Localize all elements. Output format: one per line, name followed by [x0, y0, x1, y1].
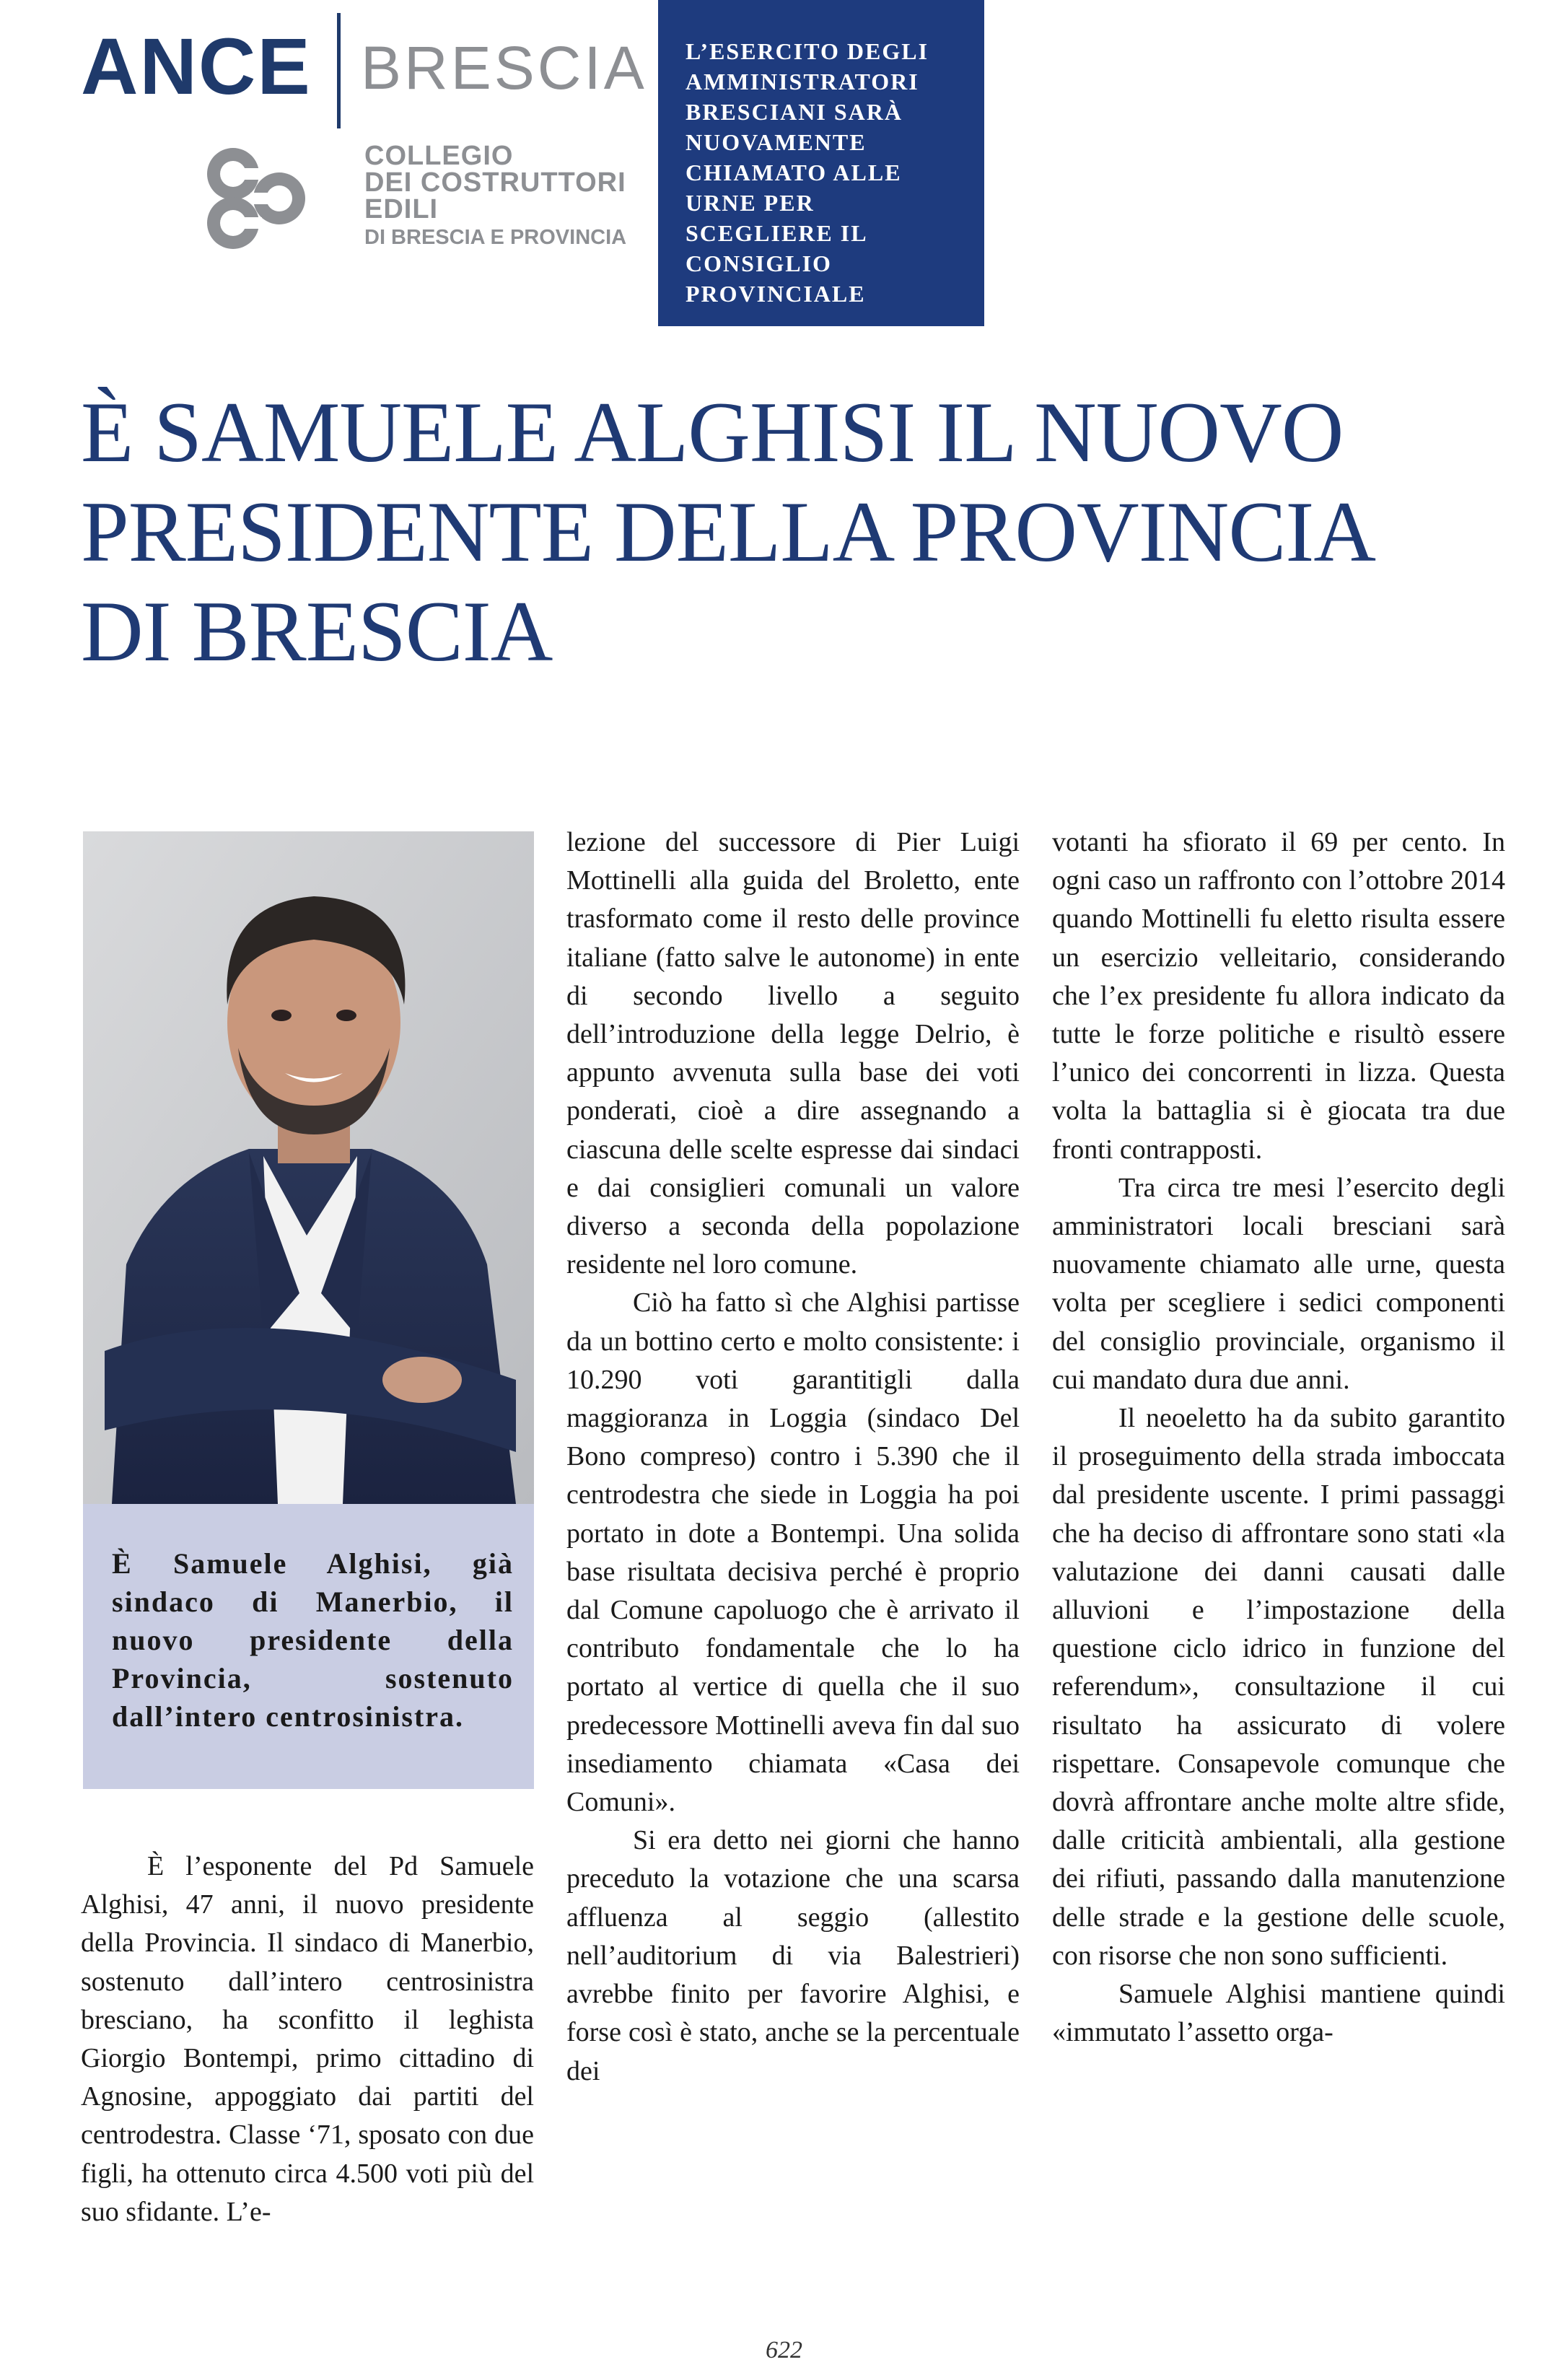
article-column-2 [566, 823, 1020, 2091]
college-line-1: COLLEGIO [364, 141, 514, 171]
article-column-1 [81, 1847, 534, 2231]
article-column-3 [1052, 823, 1505, 2052]
page-number: 622 [766, 2337, 802, 2363]
college-line-2: DEI COSTRUTTORI [364, 167, 626, 198]
paragraph: Si era detto nei giorni che hanno preceduto la votazione che una scarsa affluenza al seggio (allestito nell’auditorium di via Balestrieri) avrebbe finito per favorire Alghisi, e forse così è stato, anche se la percentuale dei [566, 1825, 1020, 2086]
photo-caption-box [83, 1504, 534, 1789]
paragraph: Ciò ha fatto sì che Alghisi partisse da un bottino certo e molto consistente: i 10.290 voti garantitigli dalla maggioranza in Loggia (sindaco Del Bono compreso) contro i 5.390 che il centrodestra che siede in Loggia ha poi portato in dote a Bontempi. Una solida base risultata decisiva perché è proprio dal Comune capoluogo che è arrivato il contributo fondamentale che lo ha portato al vertice di quella che il suo predecessore Mottinelli aveva fin dal suo insediamento chiamata «Casa dei Comuni». [566, 1287, 1020, 1818]
photo-caption: È Samuele Alghisi, già sindaco di Manerbio, il nuovo presidente della Provincia, sostenuto dall’intero centrosinistra. [112, 1547, 514, 1733]
article-headline: È SAMUELE ALGHISI IL NUOVO PRESIDENTE DELLA PROVINCIA DI BRESCIA [81, 384, 1371, 679]
paragraph: Samuele Alghisi mantiene quindi «immutato l’assetto orga- [1052, 1979, 1505, 2048]
college-line-3: EDILI [364, 194, 439, 224]
teaser-text: L’ESERCITO DEGLI AMMINISTRATORI BRESCIANI SARÀ NUOVAMENTE CHIAMATO ALLE URNE PER SCEGLIERE IL CONSIGLIO PROVINCIALE [686, 38, 929, 307]
logo-divider [337, 13, 341, 128]
paragraph: votanti ha sfiorato il 69 per cento. In ogni caso un raffronto con l’ottobre 2014 quando Mottinelli fu eletto risulta essere un esercizio velleitario, considerando che l’ex presidente fu allora indicato da tutte le forze politiche e risultò essere l’unico dei concorrenti in lizza. Questa volta la battaglia si è giocata tra due fronti contrapposti. [1052, 827, 1505, 1165]
paragraph: È l’esponente del Pd Samuele Alghisi, 47 anni, il nuovo presidente della Provincia. Il sindaco di Manerbio, sostenuto dall’intero centrosinistra bresciano, ha sconfitto il leghista Giorgio Bontempi, primo cittadino di Agnosine, appoggiato dai partiti del centrodestra. Classe ‘71, sposato con due figli, ha ottenuto circa 4.500 voti più del suo sfidante. L’e- [81, 1851, 534, 2227]
college-subline: DI BRESCIA E PROVINCIA [364, 226, 627, 249]
ance-logo-text: ANCE [81, 22, 312, 111]
teaser-box [658, 0, 984, 326]
paragraph: lezione del successore di Pier Luigi Mottinelli alla guida del Broletto, ente trasformato come il resto delle province italiane (fatto salve le autonome) in ente di secondo livello a seguito dell’introduzione della legge Delrio, è appunto avvenuta sulla base dei voti ponderati, cioè a dire assegnando a ciascuna delle scelte espresse dai sindaci e dai consiglieri comunali un valore diverso a seconda della popolazione residente nel loro comune. [566, 827, 1020, 1280]
portrait-photo [83, 831, 534, 1504]
college-logo-text [364, 143, 626, 250]
paragraph: Tra circa tre mesi l’esercito degli amministratori locali bresciani sarà nuovamente chiamato alle urne, questa volta per scegliere i sedici componenti del consiglio provinciale, organismo il cui mandato dura due anni. [1052, 1172, 1505, 1395]
cce-logo-icon [198, 141, 314, 256]
logo-city-text: BRESCIA [361, 34, 647, 102]
paragraph: Il neoeletto ha da subito garantito il proseguimento della strada imboccata dal presidente uscente. I primi passaggi che ha deciso di affrontare sono stati «la valutazione dei danni causati dalle alluvioni e l’impostazione della questione ciclo idrico in funzione del referendum», consultazione il cui risultato ha assicurato di volere rispettare. Consapevole comunque che dovrà affrontare anche molte altre sfide, dalle criticità ambientali, alla gestione dei rifiuti, passando dalla manutenzione delle strade e la gestione delle scuole, con risorse che non sono sufficienti. [1052, 1403, 1505, 1971]
